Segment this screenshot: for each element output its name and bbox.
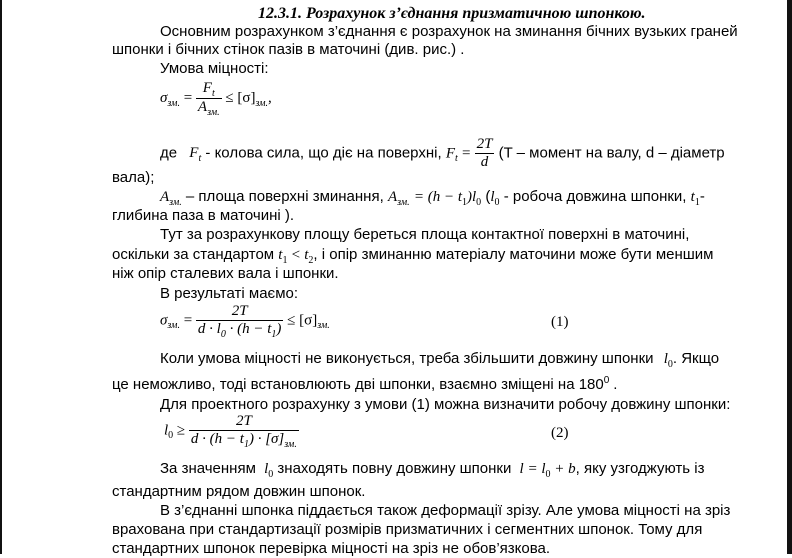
paragraph-5-line-1: За значенням $l_0$ знаходять повну довжину шпонки $l = l_0 + b$, яку узгоджують із <box>160 460 705 480</box>
definition-force: де $F_t$ - колова сила, що діє на поверхні, $F_t$ = $\frac{2T}{d}$ (T – момент на валу, d – діаметр <box>160 136 725 170</box>
equation-number-2: (2) <box>551 425 569 441</box>
paragraph-4-line-1: Для проектного розрахунку з умови (1) можна визначити робочу довжину шпонки: <box>160 396 731 413</box>
formula-2: $l_0$ ≥ $\frac{2T}{d \cdot (h - t_1) \cdot [\sigma]_{зм.}}$ <box>164 413 297 450</box>
paragraph-1-line-2: шпонки і бічних стінок пазів в маточині (див. рис.) . <box>112 41 465 58</box>
page-border-right <box>787 0 792 554</box>
formula-1: $\sigma_{зм.}$ = $\frac{2T}{d \cdot l_0 \cdot (h - t_1)}$ ≤ $[\sigma]_{зм.}$ <box>160 303 330 340</box>
page-border-left <box>0 0 2 554</box>
paragraph-6-line-1: В з’єднанні шпонка піддається також деформації зрізу. Але умова міцності на зріз <box>160 502 731 519</box>
paragraph-2-line-2: оскільки за стандартом $t_1 < t_2$, і опір зминанню матеріалу маточини може бути меншим <box>112 246 714 266</box>
paragraph-3-line-2: це неможливо, тоді встановлюють дві шпонки, взаємно зміщені на $180^0$ . <box>112 375 618 393</box>
result-label: В результаті маємо: <box>160 285 299 302</box>
fraction-formula-2: $\frac{2T}{d \cdot (h - t_1) \cdot [\sigma]_{зм.}}$ <box>190 413 297 450</box>
definition-force-line-2: вала); <box>112 169 155 186</box>
fraction-force-area: $\frac{F_t}{A_{зм.}}$ <box>197 80 220 118</box>
paragraph-6-line-3: стандартних шпонок перевірка міцності на зріз не обов’язкова. <box>112 540 551 557</box>
fraction-2t-d: $\frac{2T}{d}$ <box>476 136 493 170</box>
paragraph-2-line-1: Тут за розрахункову площу береться площа контактної поверхні в маточині, <box>160 226 690 243</box>
section-heading: 12.3.1. Розрахунок з’єднання призматичною шпонкою. <box>258 5 646 22</box>
paragraph-2-line-3: ніж опір сталевих вала і шпонки. <box>112 265 339 282</box>
paragraph-1-line-1: Основним розрахунком з’єднання є розрахунок на зминання бічних вузьких граней <box>160 23 738 40</box>
definition-area-line-2: глибина паза в маточині ). <box>112 207 295 224</box>
formula-strength-condition: $\sigma_{зм.}$ = $\frac{F_t}{A_{зм.}}$ ≤ $[\sigma]_{зм.}$, <box>160 80 272 118</box>
paragraph-3-line-1: Коли умова міцності не виконується, треба збільшити довжину шпонки $l_0$. Якщо <box>160 350 720 370</box>
strength-condition-label: Умова міцності: <box>160 60 269 77</box>
paragraph-5-line-2: стандартним рядом довжин шпонок. <box>112 483 366 500</box>
equation-number-1: (1) <box>551 314 569 330</box>
fraction-formula-1: $\frac{2T}{d \cdot l_0 \cdot (h - t_1)}$ <box>197 303 282 340</box>
paragraph-6-line-2: врахована при стандартизації розмірів призматичних і сегментних шпонок. Тому для <box>112 521 703 538</box>
definition-area: $A_{зм.}$ – площа поверхні зминання, $A_{зм.} = (h - t_1)l_0$ ($l_0$ - робоча довжина шпонки, $t_1-$ <box>160 188 705 208</box>
